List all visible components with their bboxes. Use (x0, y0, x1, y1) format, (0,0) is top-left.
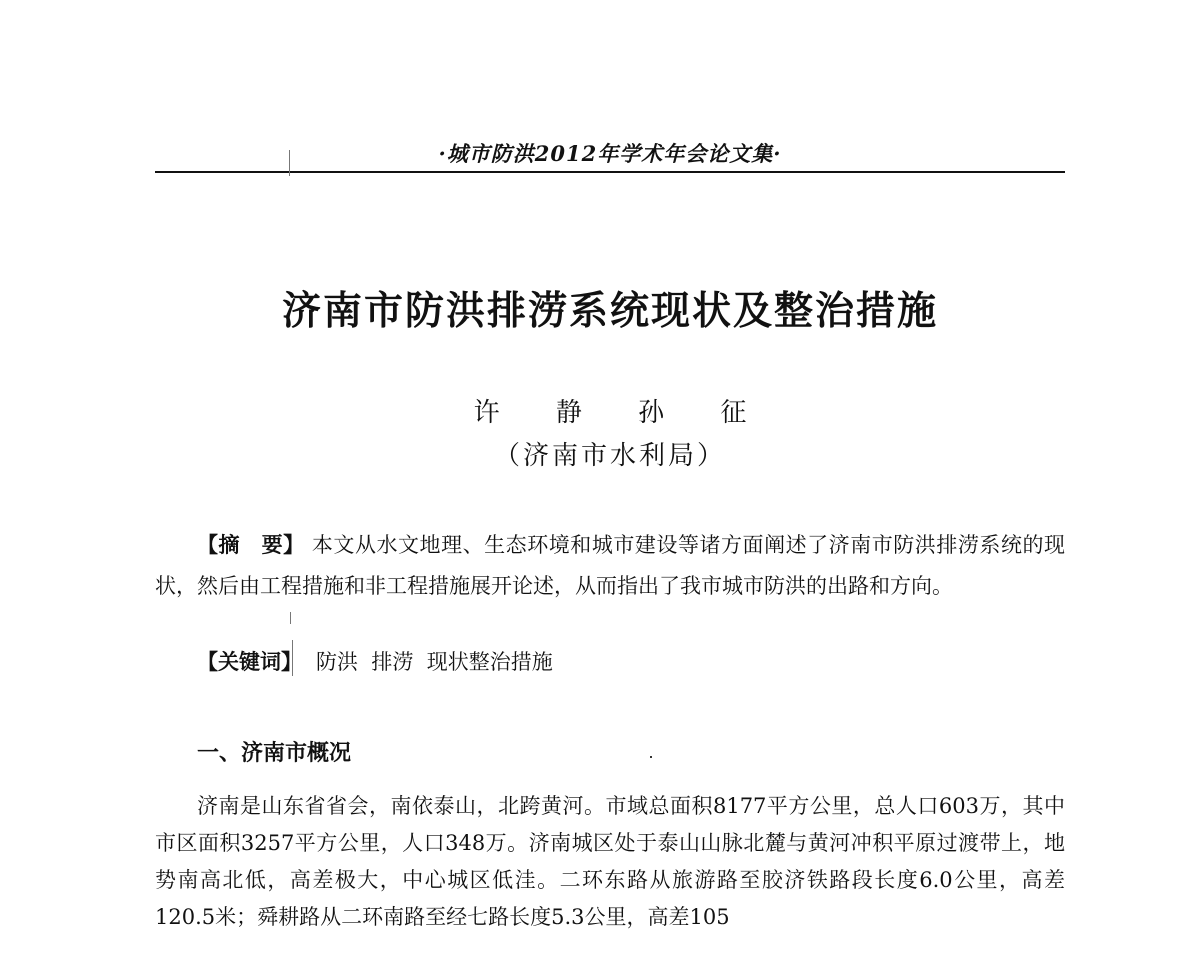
paper-authors: 许 静 孙 征 (473, 398, 771, 428)
keywords-label: 【关键词】 (197, 649, 302, 674)
keywords-text: 防洪 排涝 现状整治措施 (316, 650, 553, 674)
abstract (155, 524, 1065, 607)
section-heading: 一、济南市概况 (197, 740, 352, 766)
body-paragraph: 济南是山东省省会，南依泰山，北跨黄河。市域总面积8177平方公里，总人口603万，其中市区面积3257平方公里，人口348万。济南城区处于泰山山脉北麓与黄河冲积平原过渡带上，地势南高北低，高差极大，中心城区低洼。二环东路从旅游路至胶济铁路段长度6.0公里，高差120.5米；舜耕路从二环南路至经七路长度5.3公里，高差105 (155, 794, 1065, 929)
paper-affiliation: （济南市水利局） (493, 441, 726, 471)
scan-mark (290, 612, 291, 624)
paper-title: 济南市防洪排涝系统现状及整治措施 (281, 288, 938, 334)
keywords (197, 646, 553, 676)
scan-dot (650, 756, 652, 758)
header-rule (155, 171, 1065, 173)
abstract-text: 本文从水文地理、生态环境和城市建设等诸方面阐述了济南市防洪排涝系统的现状，然后由工程措施和非工程措施展开论述，从而指出了我市城市防洪的出路和方向。 (155, 533, 1066, 598)
scan-mark (289, 150, 290, 176)
abstract-label: 【摘 要】 (197, 532, 305, 557)
running-header: ·城市防洪2012年学术年会论文集· (438, 141, 782, 166)
